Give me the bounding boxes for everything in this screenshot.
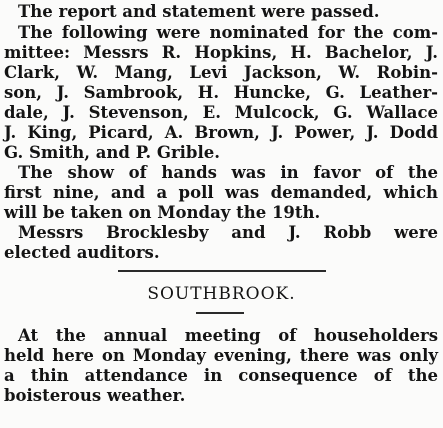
- section-paragraph-line-1: At the annual meeting of householders: [18, 326, 438, 345]
- paragraph-nominations-line-1: The following were nominated for the com-: [18, 23, 438, 42]
- heading-underline-rule: [196, 312, 244, 314]
- section-paragraph-line-4: boisterous weather.: [4, 386, 186, 405]
- section-paragraph-line-3: a thin attendance in consequence of the: [4, 366, 438, 385]
- section-heading: SOUTHBROOK.: [147, 284, 296, 304]
- paragraph-nominations-line-5: dale, J. Stevenson, E. Mulcock, G. Wallace: [4, 103, 438, 122]
- paragraph-nominations-line-4: son, J. Sambrook, H. Huncke, G. Leather-: [4, 83, 438, 102]
- paragraph-show-of-hands-line-2: first nine, and a poll was demanded, which: [4, 183, 438, 202]
- paragraph-nominations-line-6: J. King, Picard, A. Brown, J. Power, J. Dodd: [4, 123, 438, 142]
- paragraph-auditors-line-2: elected auditors.: [4, 243, 160, 262]
- paragraph-nominations-line-3: Clark, W. Mang, Levi Jackson, W. Robin-: [4, 63, 438, 82]
- paragraph-show-of-hands-line-3: will be taken on Monday the 19th.: [4, 203, 321, 222]
- paragraph-nominations-line-2: mittee: Messrs R. Hopkins, H. Bachelor, J.: [4, 43, 438, 62]
- paragraph-show-of-hands-line-1: The show of hands was in favor of the: [18, 163, 438, 182]
- paragraph-report-line-1: The report and statement were passed.: [18, 2, 380, 21]
- section-divider-rule: [118, 270, 326, 272]
- paragraph-auditors-line-1: Messrs Brocklesby and J. Robb were: [18, 223, 438, 242]
- paragraph-nominations-line-7: G. Smith, and P. Grible.: [4, 143, 220, 162]
- section-paragraph-line-2: held here on Monday evening, there was only: [4, 346, 438, 365]
